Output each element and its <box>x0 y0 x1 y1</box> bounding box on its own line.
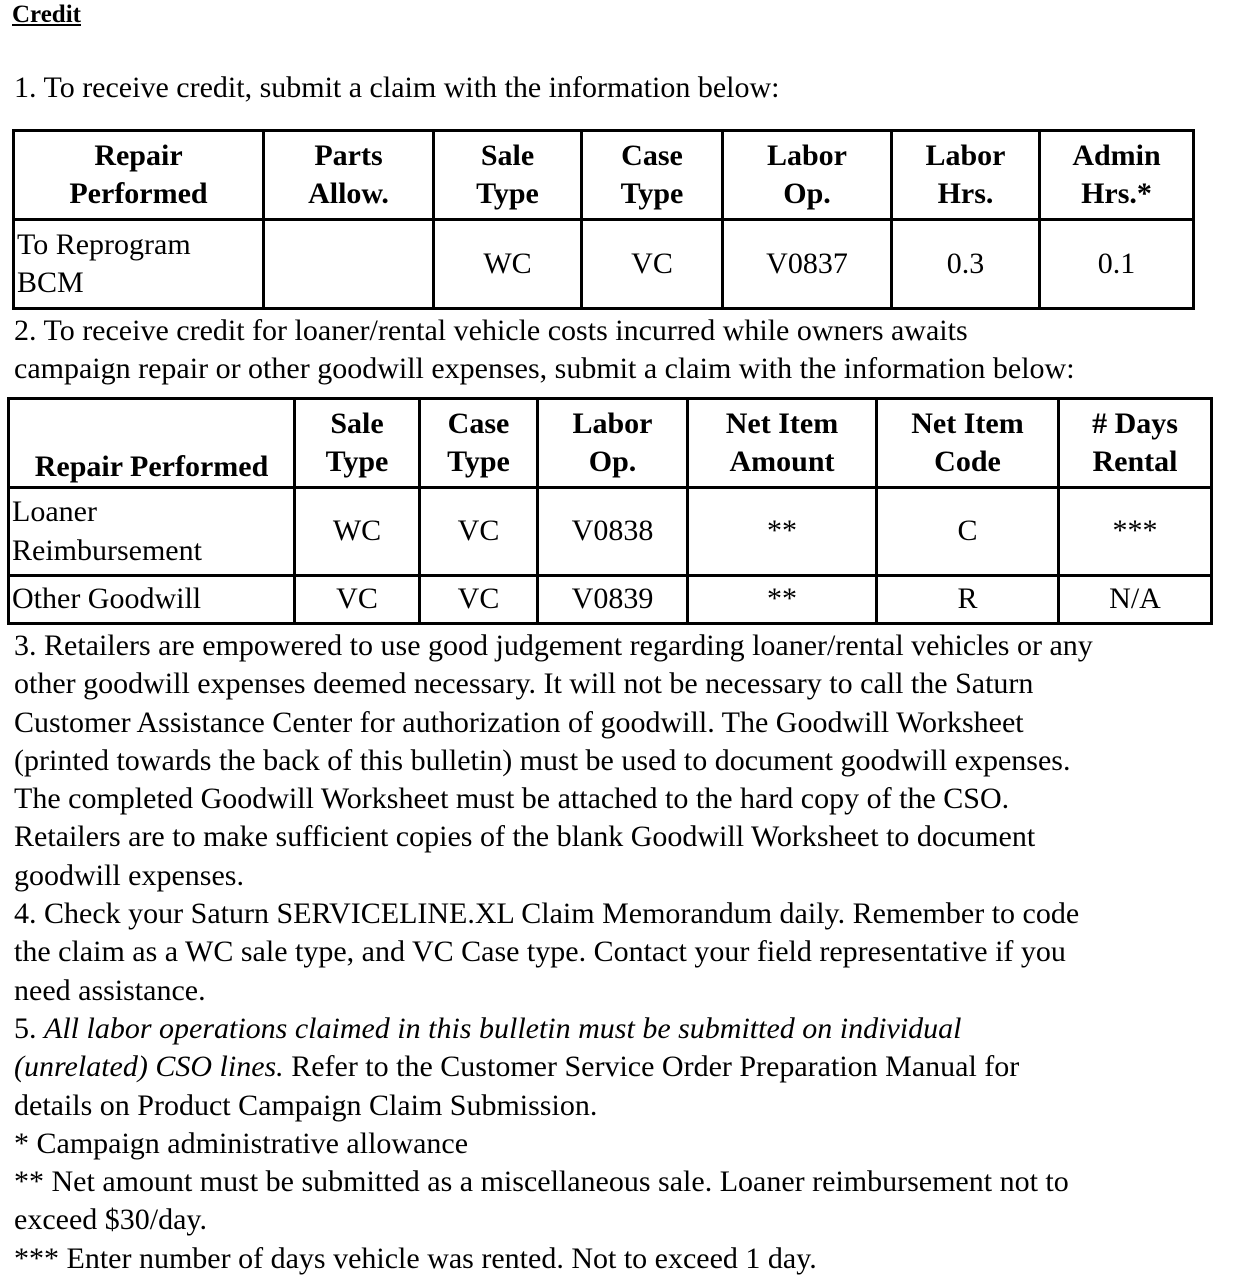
table-header-row <box>9 399 1212 488</box>
item-4-line: need assistance. <box>14 973 206 1007</box>
col-labor-op: Labor Op. <box>723 131 892 220</box>
item-1-text: 1. To receive credit, submit a claim with the information below: <box>14 71 780 104</box>
item-5-line: details on Product Campaign Claim Submission. <box>14 1088 598 1122</box>
footnote-days-rental: *** Enter number of days vehicle was rented. Not to exceed 1 day. <box>14 1241 817 1275</box>
cell-case-type: VC <box>582 220 723 309</box>
cell-net-item-amount: ** <box>688 488 877 576</box>
cell-labor-hrs: 0.3 <box>892 220 1040 309</box>
col-net-item-amount: Net Item Amount <box>688 399 877 488</box>
cell-case-type: VC <box>420 488 538 576</box>
item-3-line: Customer Assistance Center for authorization of goodwill. The Goodwill Worksheet <box>14 705 1024 739</box>
table-header-row <box>14 131 1194 220</box>
cell-repair: Other Goodwill <box>9 576 295 624</box>
item-5-line: 5. All labor operations claimed in this bulletin must be submitted on individual <box>14 1011 962 1045</box>
col-case-type: Case Type <box>420 399 538 488</box>
col-days-rental: # Days Rental <box>1059 399 1212 488</box>
item-2-text: 2. To receive credit for loaner/rental vehicle costs incurred while owners awaits campaign repair or other goodwill expenses, submit a claim with the information below: <box>14 314 1075 386</box>
item-3-line: (printed towards the back of this bulletin) must be used to document goodwill expenses. <box>14 743 1071 777</box>
table-row <box>9 488 1212 576</box>
footnote-net-amount: exceed $30/day. <box>14 1203 207 1237</box>
table-row <box>14 220 1194 309</box>
cell-labor-op: V0839 <box>538 576 688 624</box>
col-sale-type: Sale Type <box>295 399 420 488</box>
cell-days-rental: *** <box>1059 488 1212 576</box>
cell-sale-type: WC <box>434 220 582 309</box>
col-net-item-code: Net Item Code <box>877 399 1059 488</box>
cell-repair: To Reprogram BCM <box>14 220 264 309</box>
col-sale-type: Sale Type <box>434 131 582 220</box>
col-repair-performed: Repair Performed <box>9 399 295 488</box>
cell-labor-op: V0838 <box>538 488 688 576</box>
footnote-net-amount: ** Net amount must be submitted as a miscellaneous sale. Loaner reimbursement not to <box>14 1165 1069 1199</box>
col-case-type: Case Type <box>582 131 723 220</box>
footnote-admin: * Campaign administrative allowance <box>14 1126 469 1160</box>
cell-parts <box>264 220 434 309</box>
col-repair-performed: Repair Performed <box>14 131 264 220</box>
table-row <box>9 576 1212 624</box>
col-labor-hrs: Labor Hrs. <box>892 131 1040 220</box>
cell-net-item-code: C <box>877 488 1059 576</box>
goodwill-claim-table <box>7 397 1213 625</box>
col-parts-allow: Parts Allow. <box>264 131 434 220</box>
item-3-line: other goodwill expenses deemed necessary. It will not be necessary to call the Saturn <box>14 667 1034 701</box>
col-labor-op: Labor Op. <box>538 399 688 488</box>
cell-sale-type: VC <box>295 576 420 624</box>
item-4-line: the claim as a WC sale type, and VC Case type. Contact your field representative if you <box>14 935 1066 969</box>
cell-admin-hrs: 0.1 <box>1040 220 1194 309</box>
item-4-line: 4. Check your Saturn SERVICELINE.XL Claim Memorandum daily. Remember to code <box>14 897 1080 931</box>
instructions-text <box>14 627 1239 1278</box>
cell-case-type: VC <box>420 576 538 624</box>
item-3-line: The completed Goodwill Worksheet must be attached to the hard copy of the CSO. <box>14 782 1010 816</box>
item-3-line: 3. Retailers are empowered to use good judgement regarding loaner/rental vehicles or any <box>14 629 1093 662</box>
cell-repair: Loaner Reimbursement <box>9 488 295 576</box>
col-admin-hrs: Admin Hrs.* <box>1040 131 1194 220</box>
cell-labor-op: V0837 <box>723 220 892 309</box>
campaign-claim-table <box>12 129 1195 310</box>
cell-net-item-amount: ** <box>688 576 877 624</box>
cell-days-rental: N/A <box>1059 576 1212 624</box>
item-3-line: Retailers are to make sufficient copies of the blank Goodwill Worksheet to document <box>14 820 1036 854</box>
item-3-line: goodwill expenses. <box>14 858 244 892</box>
cell-sale-type: WC <box>295 488 420 576</box>
item-5-line: (unrelated) CSO lines. Refer to the Customer Service Order Preparation Manual for <box>14 1050 1020 1084</box>
page-title: Credit <box>12 1 81 28</box>
cell-net-item-code: R <box>877 576 1059 624</box>
